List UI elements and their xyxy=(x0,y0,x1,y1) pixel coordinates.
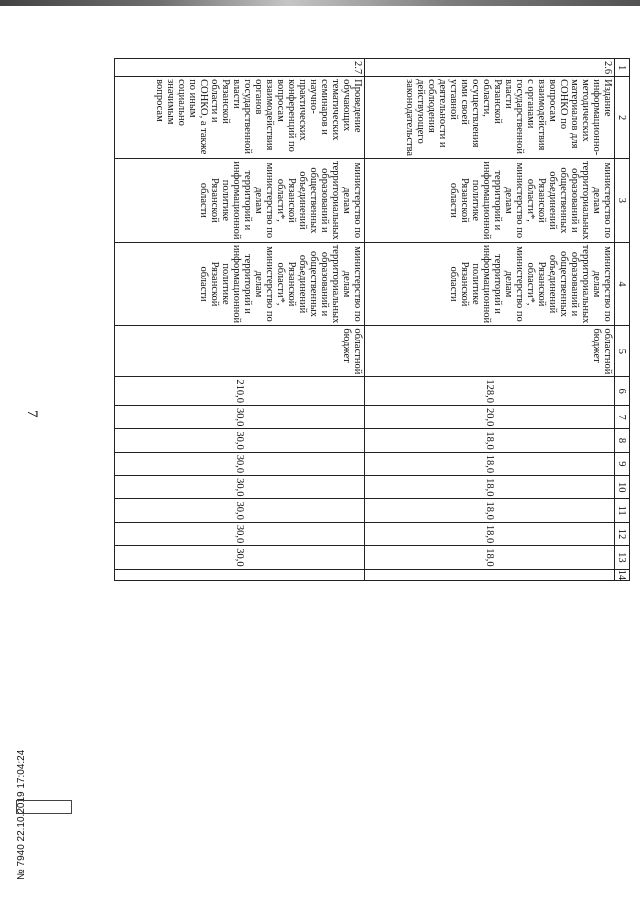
table-row xyxy=(115,59,365,581)
participant-cell: министерство по делам территориальных образований и общественных объединений Рязанской области*, министерство по делам территорий и информационной политике Рязанской области xyxy=(115,242,365,326)
row-number: 2.7 xyxy=(115,59,365,77)
executor-cell: министерство по делам территориальных образований и общественных объединений Рязанской области*, министерство по делам территорий и информационной политике Рязанской области xyxy=(365,159,615,243)
year-amount: 20,0 xyxy=(365,405,615,428)
executor-cell: министерство по делам территориальных образований и общественных объединений Рязанской области*, министерство по делам территорий и информационной политике Рязанской области xyxy=(115,159,365,243)
header-col-11: 11 xyxy=(615,499,630,522)
year-amount: 18,0 xyxy=(365,499,615,522)
total-amount: 128,0 xyxy=(365,377,615,406)
document-footer xyxy=(16,750,27,880)
empty-cell xyxy=(115,569,365,581)
year-amount: 30,0 xyxy=(115,405,365,428)
year-amount: 18,0 xyxy=(365,452,615,475)
activity-name: Издание информационно-методических материалов для СОНКО по вопросам взаимодействия с органами государственной власти Рязанской области, осуществления ими своей уставной деятельности и соблюдения действующего законодательства xyxy=(365,77,615,159)
approval-stamp xyxy=(16,800,72,814)
row-number: 2.6 xyxy=(365,59,615,77)
header-col-2: 2 xyxy=(615,77,630,159)
participant-cell: министерство по делам территориальных образований и общественных объединений Рязанской области*, министерство по делам территорий и информационной политике Рязанской области xyxy=(365,242,615,326)
year-amount: 18,0 xyxy=(365,429,615,452)
empty-cell xyxy=(365,569,615,581)
year-amount: 18,0 xyxy=(365,546,615,569)
scan-edge xyxy=(0,0,640,6)
header-col-12: 12 xyxy=(615,522,630,545)
year-amount: 30,0 xyxy=(115,429,365,452)
header-col-5: 5 xyxy=(615,326,630,377)
header-row xyxy=(615,59,630,581)
year-amount: 18,0 xyxy=(365,522,615,545)
year-amount: 30,0 xyxy=(115,499,365,522)
year-amount: 30,0 xyxy=(115,546,365,569)
year-amount: 30,0 xyxy=(115,476,365,499)
year-amount: 30,0 xyxy=(115,522,365,545)
program-activities-table xyxy=(114,58,630,581)
funding-source: областной бюджет xyxy=(365,326,615,377)
header-col-3: 3 xyxy=(615,159,630,243)
funding-source: областной бюджет xyxy=(115,326,365,377)
header-col-9: 9 xyxy=(615,452,630,475)
year-amount: 30,0 xyxy=(115,452,365,475)
header-col-13: 13 xyxy=(615,546,630,569)
total-amount: 210,0 xyxy=(115,377,365,406)
header-col-6: 6 xyxy=(615,377,630,406)
header-col-8: 8 xyxy=(615,429,630,452)
header-col-7: 7 xyxy=(615,405,630,428)
activity-name: Проведение обучающих тематических семинаров и научно-практических конференций по вопросам взаимодействия органов государственной власти Рязанской области и СОНКО, а также по иным социально значимым вопросам xyxy=(115,77,365,159)
page-number: 7 xyxy=(24,410,40,418)
header-col-10: 10 xyxy=(615,476,630,499)
year-amount: 18,0 xyxy=(365,476,615,499)
header-col-1: 1 xyxy=(615,59,630,77)
rotated-table-container xyxy=(114,58,630,581)
header-col-14: 14 xyxy=(616,569,628,581)
doc-number: № 7940 22.10.2019 17:04:24 xyxy=(16,749,27,880)
table-row xyxy=(365,59,615,581)
header-col-4: 4 xyxy=(615,242,630,326)
